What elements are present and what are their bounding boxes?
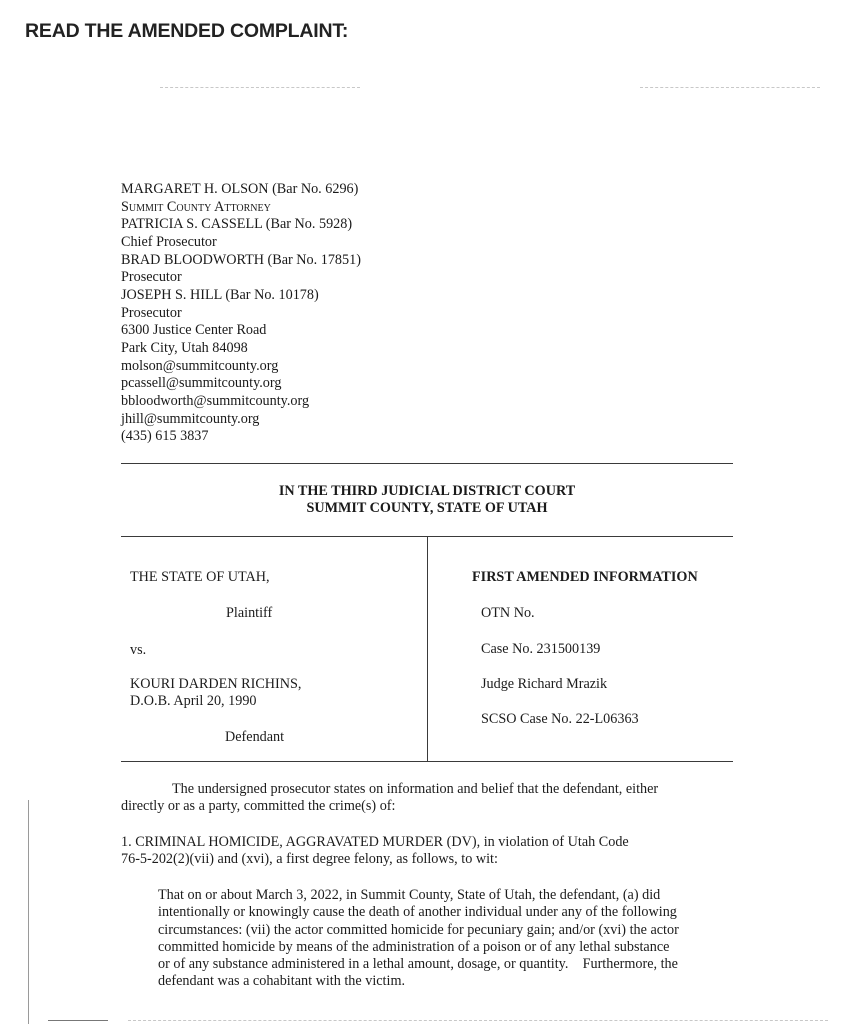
attorney-address: Park City, Utah 84098 bbox=[121, 339, 248, 356]
court-name: IN THE THIRD JUDICIAL DISTRICT COURT bbox=[278, 483, 576, 499]
defendant-name: KOURI DARDEN RICHINS, bbox=[130, 676, 302, 692]
facts-paragraph bbox=[158, 887, 679, 991]
defendant-label: Defendant bbox=[225, 729, 285, 745]
facts-line: That on or about March 3, 2022, in Summit County, State of Utah, the defendant, (a) did bbox=[158, 887, 661, 903]
attorney-line: Prosecutor bbox=[121, 269, 182, 286]
attorney-email: jhill@summitcounty.org bbox=[121, 410, 260, 427]
attorney-line: PATRICIA S. CASSELL (Bar No. 5928) bbox=[121, 216, 353, 233]
facts-line: committed homicide by means of the administration of a poison or of any lethal substance bbox=[158, 938, 670, 955]
document-title: FIRST AMENDED INFORMATION bbox=[472, 569, 698, 585]
divider-rule bbox=[121, 463, 733, 464]
attorney-email: bbloodworth@summitcounty.org bbox=[121, 392, 310, 409]
otn-number: OTN No. bbox=[481, 605, 535, 621]
count-heading-line: 1. CRIMINAL HOMICIDE, AGGRAVATED MURDER (DV), in violation of Utah Code bbox=[121, 834, 629, 850]
facts-line: circumstances: (vii) the actor committed homicide for pecuniary gain; and/or (xvi) the actor bbox=[158, 921, 679, 938]
facts-line: or of any substance administered in a lethal amount, dosage, or quantity. Furthermore, the bbox=[158, 956, 678, 973]
case-number: Case No. 231500139 bbox=[481, 641, 601, 657]
scso-case-number: SCSO Case No. 22-L06363 bbox=[481, 711, 639, 727]
facts-line: intentionally or knowingly cause the death of another individual under any of the following bbox=[158, 904, 677, 921]
scan-artifact bbox=[48, 1020, 108, 1021]
defendant-dob: D.O.B. April 20, 1990 bbox=[130, 693, 257, 709]
plaintiff-label: Plaintiff bbox=[226, 605, 273, 621]
court-location: SUMMIT COUNTY, STATE OF UTAH bbox=[306, 500, 548, 516]
intro-paragraph-line: directly or as a party, committed the crime(s) of: bbox=[121, 798, 396, 814]
scan-artifact bbox=[640, 87, 820, 88]
count-heading-line: 76-5-202(2)(vii) and (xvi), a first degree felony, as follows, to wit: bbox=[121, 851, 498, 867]
attorney-line: MARGARET H. OLSON (Bar No. 6296) bbox=[121, 181, 359, 197]
attorney-email: pcassell@summitcounty.org bbox=[121, 375, 282, 392]
scan-edge-line bbox=[28, 800, 29, 1024]
attorney-line: BRAD BLOODWORTH (Bar No. 17851) bbox=[121, 251, 361, 268]
versus-label: vs. bbox=[130, 642, 147, 658]
attorney-block bbox=[121, 181, 361, 446]
plaintiff-name: THE STATE OF UTAH, bbox=[130, 569, 270, 585]
intro-paragraph-line: The undersigned prosecutor states on information and belief that the defendant, either bbox=[172, 781, 659, 797]
caption-divider bbox=[427, 536, 428, 761]
attorney-line: Summit County Attorney bbox=[121, 198, 271, 215]
scan-artifact bbox=[128, 1020, 828, 1021]
scan-artifact bbox=[160, 87, 360, 88]
judge-name: Judge Richard Mrazik bbox=[481, 676, 608, 692]
attorney-address: 6300 Justice Center Road bbox=[121, 322, 267, 339]
attorney-line: JOSEPH S. HILL (Bar No. 10178) bbox=[121, 286, 319, 303]
facts-line: defendant was a cohabitant with the victim. bbox=[158, 973, 406, 990]
attorney-line: Chief Prosecutor bbox=[121, 233, 217, 250]
attorney-phone: (435) 615 3837 bbox=[121, 428, 209, 445]
divider-rule bbox=[121, 761, 733, 762]
page-heading: READ THE AMENDED COMPLAINT: bbox=[25, 20, 349, 42]
attorney-line: Prosecutor bbox=[121, 304, 182, 321]
attorney-email: molson@summitcounty.org bbox=[121, 357, 279, 374]
